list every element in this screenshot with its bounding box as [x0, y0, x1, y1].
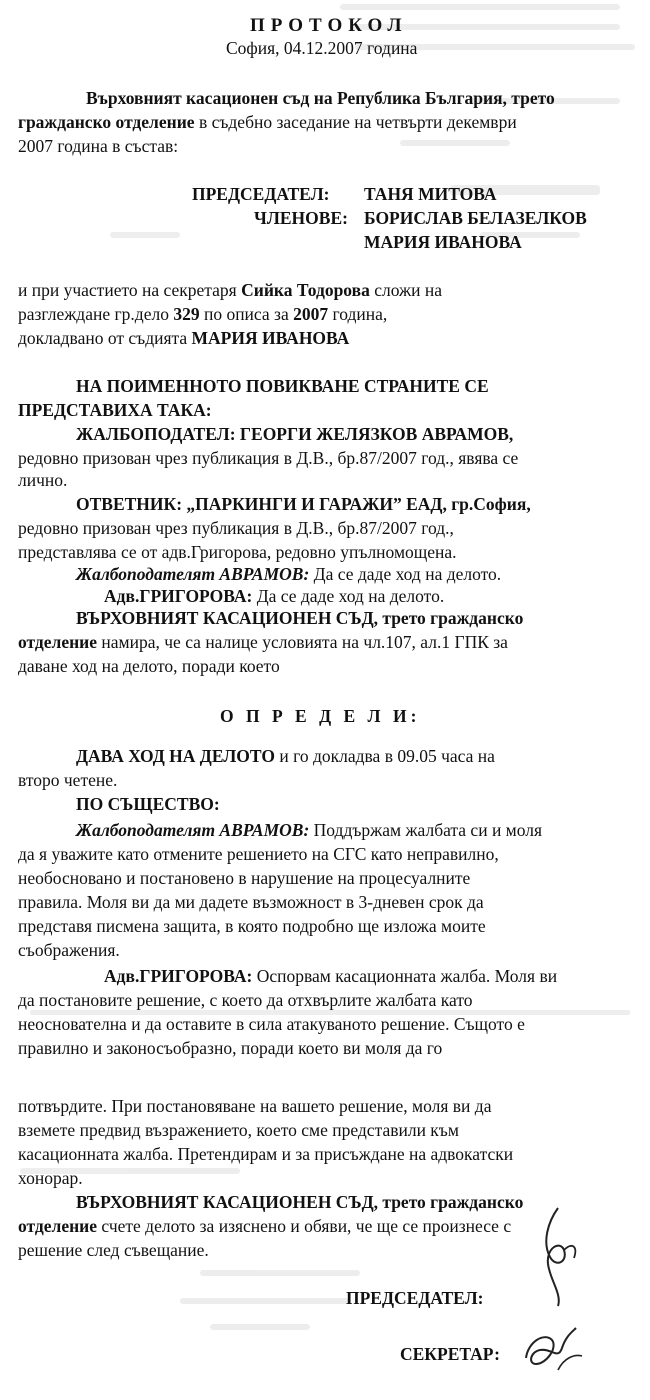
appellant-speech-line-4: правила. Моля ви да ми дадете възможност в 3-дневен срок да [18, 892, 484, 912]
appellant-heading: ЖАЛБОПОДАТЕЛ: ГЕОРГИ ЖЕЛЯЗКОВ АВРАМОВ, [76, 424, 514, 444]
lawyer-speech-line-1: Адв.ГРИГОРОВА: Оспорвам касационната жалба. Моля ви [104, 966, 558, 986]
court-finding-line-2: отделение намира, че са налице условията на чл.107, ал.1 ГПК за [18, 632, 508, 652]
roll-call-heading-1: НА ПОИМЕННОТО ПОВИКВАНЕ СТРАНИТЕ СЕ [76, 376, 489, 396]
chair-name: ТАНЯ МИТОВА [364, 184, 497, 204]
chair-signature-handwritten [528, 1202, 588, 1312]
ruling-line-1: ДАВА ХОД НА ДЕЛОТО и го докладва в 09.05 часа на [76, 746, 495, 766]
appellant-statement-1: Жалбоподателят АВРАМОВ: Да се даде ход на делото. [76, 564, 502, 584]
court-department: гражданско отделение [18, 112, 195, 132]
secretary-line-3: докладвано от съдията МАРИЯ ИВАНОВА [18, 328, 350, 348]
respondent-line-2: представлява се от адв.Григорова, редовно упълномощена. [18, 542, 457, 562]
appellant-speech-line-2: да я уважите като отмените решението на СГС като неправилно, [18, 844, 499, 864]
chair-label: ПРЕДСЕДАТЕЛ: [192, 184, 330, 204]
lawyer-speech-line-2: да постановите решение, с което да отхвърлите жалбата като [18, 990, 473, 1010]
court-finding-line-3: даване ход на делото, поради което [18, 656, 280, 676]
reporting-judge: МАРИЯ ИВАНОВА [191, 328, 350, 348]
ruling-line-2: второ четене. [18, 770, 118, 790]
merits-heading: ПО СЪЩЕСТВО: [76, 794, 220, 814]
secretary-signature-handwritten [518, 1318, 588, 1378]
lawyer-speech-line-5: потвърдите. При постановяване на вашето решение, моля ви да [18, 1096, 492, 1116]
roll-call-heading-2: ПРЕДСТАВИХА ТАКА: [18, 400, 212, 420]
appellant-line-2: лично. [18, 470, 68, 490]
closing-line-3: решение след съвещание. [18, 1240, 209, 1260]
court-name: Върховният касационен съд на Република България, трето [86, 88, 555, 108]
intro-line-2: гражданско отделение в съдебно заседание на четвърти декември [18, 112, 517, 132]
secretary-signature-label: СЕКРЕТАР: [400, 1344, 500, 1364]
lawyer-statement-1: Адв.ГРИГОРОВА: Да се даде ход на делото. [104, 586, 445, 606]
lawyer-speech-line-3: неоснователна и да оставите в сила атакуваното решение. Същото е [18, 1014, 525, 1034]
lawyer-speech-line-8: хонорар. [18, 1168, 83, 1188]
appellant-speech-line-1: Жалбоподателят АВРАМОВ: Поддържам жалбата си и моля [76, 820, 543, 840]
appellant-speech-line-5: представя писмена защита, в която подробно ще изложа моите [18, 916, 486, 936]
lawyer-speech-line-6: вземете предвид възражението, което сме представили към [18, 1120, 459, 1140]
member-2: МАРИЯ ИВАНОВА [364, 232, 522, 252]
secretary-name: Сийка Тодорова [241, 280, 370, 300]
chair-signature-label: ПРЕДСЕДАТЕЛ: [346, 1288, 484, 1308]
lawyer-speech-line-4: правилно и законосъобразно, поради което ви моля да го [18, 1038, 443, 1058]
respondent-line-1: редовно призован чрез публикация в Д.В., бр.87/2007 год., [18, 518, 454, 538]
appellant-speech-line-6: съображения. [18, 940, 120, 960]
closing-line-2: отделение счете делото за изяснено и обяви, че ще се произнесе с [18, 1216, 512, 1236]
respondent-heading: ОТВЕТНИК: „ПАРКИНГИ И ГАРАЖИ” ЕАД, гр.София, [76, 494, 531, 514]
place-date: София, 04.12.2007 година [226, 38, 418, 58]
case-year: 2007 [293, 304, 329, 324]
case-number: 329 [173, 304, 200, 324]
members-label: ЧЛЕНОВЕ: [254, 208, 348, 228]
ruling-heading: О П Р Е Д Е Л И: [220, 706, 421, 726]
document-title: ПРОТОКОЛ [250, 15, 408, 36]
court-finding-line-1: ВЪРХОВНИЯТ КАСАЦИОНЕН СЪД, трето гражданско [76, 608, 524, 628]
closing-line-1: ВЪРХОВНИЯТ КАСАЦИОНЕН СЪД, трето гражданско [76, 1192, 524, 1212]
secretary-line-1: и при участието на секретаря Сийка Тодорова сложи на [18, 280, 442, 300]
lawyer-speech-line-7: касационната жалба. Претендирам и за присъждане на адвокатски [18, 1144, 514, 1164]
intro-line-3: 2007 година в състав: [18, 136, 179, 156]
appellant-line-1: редовно призован чрез публикация в Д.В., бр.87/2007 год., явява се [18, 448, 519, 468]
appellant-speech-line-3: необосновано и постановено в нарушение на процесуалните [18, 868, 471, 888]
member-1: БОРИСЛАВ БЕЛАЗЕЛКОВ [364, 208, 587, 228]
intro-line-1 [86, 86, 555, 110]
secretary-line-2: разглеждане гр.дело 329 по описа за 2007 година, [18, 304, 388, 324]
